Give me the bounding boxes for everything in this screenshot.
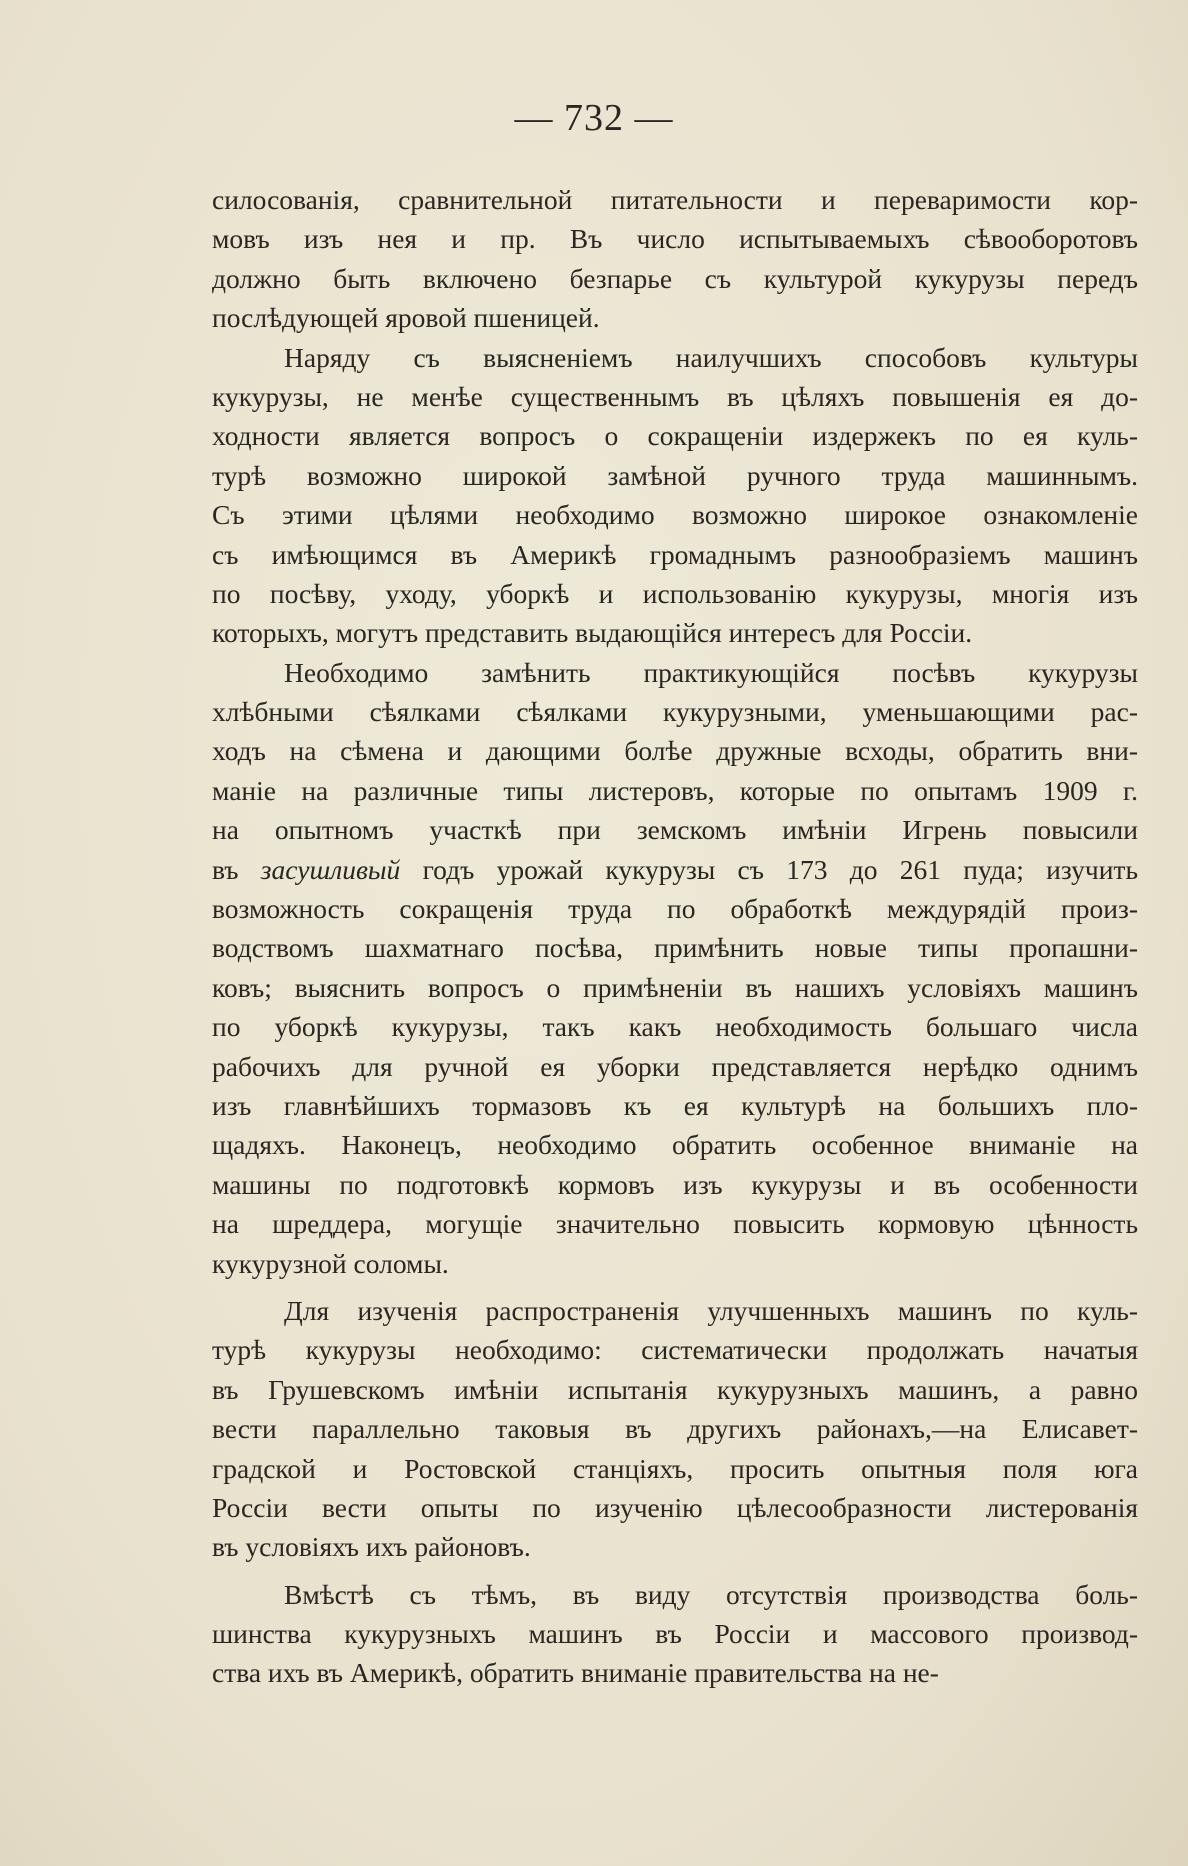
text-line: водствомъ шахматнаго посѣва, примѣнить новые типы пропашни- <box>212 932 1138 964</box>
paragraph <box>212 1291 1138 1567</box>
text-line: которыхъ, могутъ представить выдающійся интересъ для Россіи. <box>212 617 973 649</box>
text-line: турѣ кукурузы необходимо: систематически продолжать начатыя <box>212 1334 1138 1366</box>
text-line: турѣ возможно широкой замѣной ручного труда машиннымъ. <box>212 459 1138 491</box>
text-line: Необходимо замѣнить практикующійся посѣвъ кукурузы <box>284 656 1138 688</box>
text-line: Вмѣстѣ съ тѣмъ, въ виду отсутствія производства боль- <box>284 1578 1138 1610</box>
paragraph <box>212 1575 1138 1693</box>
text-line: должно быть включено безпарье съ культурой кукурузы передъ <box>212 262 1138 294</box>
text-line: маніе на различные типы листеровъ, которые по опытамъ 1909 г. <box>212 774 1138 806</box>
italic-emphasis: засушливый <box>260 853 401 885</box>
text-line: на шреддера, могущіе значительно повысить кормовую цѣнность <box>212 1208 1138 1240</box>
text-line: ходъ на сѣмена и дающими болѣе дружные всходы, обратить вни- <box>212 735 1138 767</box>
text-line: машины по подготовкѣ кормовъ изъ кукурузы и въ особенности <box>212 1168 1138 1200</box>
text-line: въ условіяхъ ихъ районовъ. <box>212 1531 531 1563</box>
text-line: вести параллельно таковыя въ другихъ районахъ,—на Елисавет- <box>212 1413 1138 1445</box>
text-line: на опытномъ участкѣ при земскомъ имѣніи Игрень повысили <box>212 814 1138 846</box>
paragraph-gap <box>212 1283 1138 1291</box>
text-line: кукурузы, не менѣе существеннымъ въ цѣляхъ повышенія ея до- <box>212 380 1138 412</box>
paragraph <box>212 180 1138 338</box>
text-line: по уборкѣ кукурузы, такъ какъ необходимость большаго числа <box>212 1011 1138 1043</box>
text-line: мовъ изъ нея и пр. Въ число испытываемыхъ сѣвооборотовъ <box>212 223 1138 255</box>
text-line: градской и Ростовской станціяхъ, просить опытныя поля юга <box>212 1452 1138 1484</box>
text-line: Для изученія распространенія улучшенныхъ машинъ по куль- <box>284 1294 1138 1326</box>
text-line: съ имѣющимся въ Америкѣ громаднымъ разнообразіемъ машинъ <box>212 538 1138 570</box>
page-number: — 732 — <box>514 97 674 139</box>
text-line: силосованія, сравнительной питательности и переваримости кор- <box>212 184 1138 215</box>
text-line: ходности является вопросъ о сокращеніи издержекъ по ея куль- <box>212 420 1138 452</box>
text-line: рабочихъ для ручной ея уборки представляется нерѣдко однимъ <box>212 1050 1138 1082</box>
text-line: хлѣбными сѣялками сѣялками кукурузными, уменьшающими рас- <box>212 696 1138 728</box>
text-line: въ Грушевскомъ имѣніи испытанія кукурузныхъ машинъ, а равно <box>212 1373 1138 1405</box>
text-line: ковъ; выяснить вопросъ о примѣненіи въ нашихъ условіяхъ машинъ <box>212 971 1138 1003</box>
paragraph-gap <box>212 1567 1138 1575</box>
text-line: Съ этими цѣлями необходимо возможно широкое ознакомленіе <box>212 499 1138 531</box>
text-line: возможность сокращенія труда по обработкѣ междурядій произ- <box>212 893 1138 925</box>
text-line: по посѣву, уходу, уборкѣ и использованію кукурузы, многія изъ <box>212 577 1138 609</box>
text-line: въ засушливый годъ урожай кукурузы съ 173 до 261 пуда; изучить <box>212 853 1138 885</box>
body-text <box>212 180 1138 1693</box>
text-line: изъ главнѣйшихъ тормазовъ къ ея культурѣ на большихъ пло- <box>212 1089 1138 1121</box>
paragraph <box>212 338 1138 653</box>
paragraph <box>212 653 1138 1283</box>
text-line: кукурузной соломы. <box>212 1247 449 1279</box>
text-line: щадяхъ. Наконецъ, необходимо обратить особенное вниманіе на <box>212 1129 1138 1161</box>
text-line: шинства кукурузныхъ машинъ въ Россіи и массового производ- <box>212 1618 1138 1650</box>
text-line: ства ихъ въ Америкѣ, обратить вниманіе правительства на не- <box>212 1657 939 1689</box>
text-line: Наряду съ выясненіемъ наилучшихъ способовъ культуры <box>284 341 1138 373</box>
text-line: послѣдующей яровой пшеницей. <box>212 302 600 334</box>
text-line: Россіи вести опыты по изученію цѣлесообразности листерованія <box>212 1491 1138 1523</box>
